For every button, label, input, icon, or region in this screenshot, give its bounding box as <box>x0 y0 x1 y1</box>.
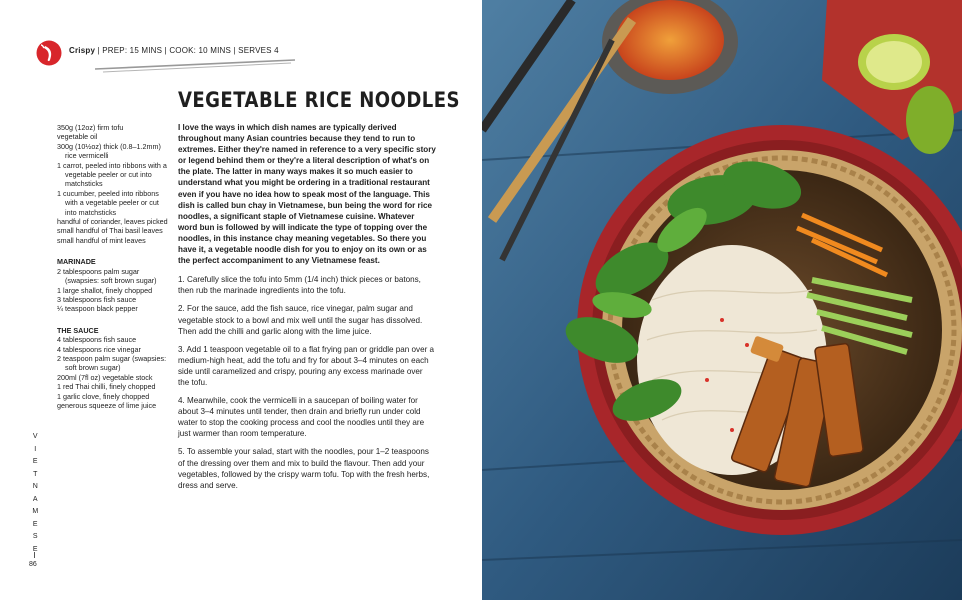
ingredient-item: ¼ teaspoon black pepper <box>57 304 138 314</box>
ingredient-item: 1 red Thai chilli, finely chopped <box>57 382 156 392</box>
ingredient-item: 2 tablespoons palm sugar (swapsies: soft brown sugar) <box>57 266 157 286</box>
marinade-heading: MARINADE <box>57 257 96 267</box>
sauce-heading: THE SAUCE <box>57 325 99 335</box>
ingredient-item: vegetable oil <box>57 132 98 142</box>
ingredient-item: 300g (10½oz) thick (0.8–1.2mm) rice vermicelli <box>57 141 161 161</box>
side-letter: M <box>32 508 40 515</box>
method-step: 2. For the sauce, add the fish sauce, rice vinegar, palm sugar and vegetable stock to a bowl and mix well until the sugar has dissolved. Then add the chilli and garlic along with the lime juice. <box>178 304 423 336</box>
page-number-rule <box>34 552 35 558</box>
ingredient-item: 200ml (7fl oz) vegetable stock <box>57 372 153 382</box>
side-letter: V <box>32 433 40 440</box>
method-step: 4. Meanwhile, cook the vermicelli in a saucepan of boiling water for about 3–4 minutes until tender, then drain and briefly run under cold water to stop the cooking process and cool the noodles until they are just warmer than room temperature. <box>178 396 425 439</box>
sauce-list <box>57 335 169 410</box>
ingredient-item: 2 teaspoon palm sugar (swapsies: soft brown sugar) <box>57 353 167 373</box>
prep-cook-serves: | PREP: 15 MINS | COOK: 10 MINS | SERVES 4 <box>97 46 279 55</box>
recipe-title: VEGETABLE RICE NOODLES <box>178 88 460 112</box>
side-letter: E <box>32 520 40 528</box>
recipe-meta <box>69 46 279 55</box>
ingredient-item: handful of coriander, leaves picked <box>57 217 168 227</box>
side-letter: E <box>32 458 40 465</box>
ingredient-item: generous squeeze of lime juice <box>57 400 157 410</box>
ingredient-item: 1 carrot, peeled into ribbons with a vegetable peeler or cut into matchsticks <box>57 160 167 189</box>
method-column <box>178 122 436 498</box>
intro-paragraph: I love the ways in which dish names are typically derived throughout many Asian countries because they tend to run to extremes. Either they're named in reference to a very specific story or legend behind them or they're a literal description of what's on the plate. The latter in many ways makes it so much easier to understand what you might be ordering in a traditional restaurant even if you have no idea how to speak most of the language. This dish is called bun chay in Vietnamese, bun being the word for rice noodles, a significant staple of Vietnamese cuisine. Whatever word bun is followed by will indicate the type of topping over the noodles, in this instance chay meaning vegetables. So there you have it, a vegetable noodle dish for you to enjoy on its own or as the perfect accompaniment to any Vietnamese feast. <box>178 123 436 266</box>
side-letter: A <box>32 495 40 503</box>
side-letter: I <box>34 445 38 453</box>
ingredient-item: small handful of Thai basil leaves <box>57 226 163 236</box>
ingredient-item: 3 tablespoons fish sauce <box>57 294 137 304</box>
ingredients-column <box>57 123 169 410</box>
method-step: 5. To assemble your salad, start with the noodles, pour 1–2 teaspoons of the dressing over them and mix to build the flavour. Then add your vegetables, followed by the crispy warm tofu. Top with the fresh herbs, dress and serve. <box>178 447 430 490</box>
ingredient-item: 1 large shallot, finely chopped <box>57 285 153 295</box>
noodle-bowl-illustration <box>482 0 962 600</box>
page-number: 86 <box>29 561 37 568</box>
ingredient-item: 350g (12oz) firm tofu <box>57 123 124 132</box>
side-letter: N <box>32 483 40 490</box>
marinade-list <box>57 267 169 314</box>
chapter-side-label <box>32 431 40 556</box>
spice-level: Crispy <box>69 46 96 55</box>
ingredient-item: 1 cucumber, peeled into ribbons with a vegetable peeler or cut into matchsticks <box>57 188 159 217</box>
food-photo <box>482 0 962 600</box>
side-letter: S <box>32 533 40 540</box>
ingredient-item: 4 tablespoons fish sauce <box>57 335 137 345</box>
method-step: 1. Carefully slice the tofu into 5mm (1/4 inch) thick pieces or batons, then rub the marinade ingredients into the tofu. <box>178 275 421 296</box>
method-step: 3. Add 1 teaspoon vegetable oil to a flat frying pan or griddle pan over a medium-high heat, add the tofu and fry for about 3–4 minutes on each side until caramelized and crispy, pouring any excess marinade over the tofu. <box>178 344 435 387</box>
ingredient-item: 1 garlic clove, finely chopped <box>57 391 150 401</box>
ingredient-item: small handful of mint leaves <box>57 235 146 245</box>
chilli-spice-icon <box>36 40 62 66</box>
side-letter: T <box>33 470 39 478</box>
ingredients-main-list <box>57 123 169 245</box>
side-letter: E <box>32 545 40 553</box>
chopsticks-decoration <box>95 57 295 73</box>
ingredient-item: 4 tablespoons rice vinegar <box>57 344 141 354</box>
